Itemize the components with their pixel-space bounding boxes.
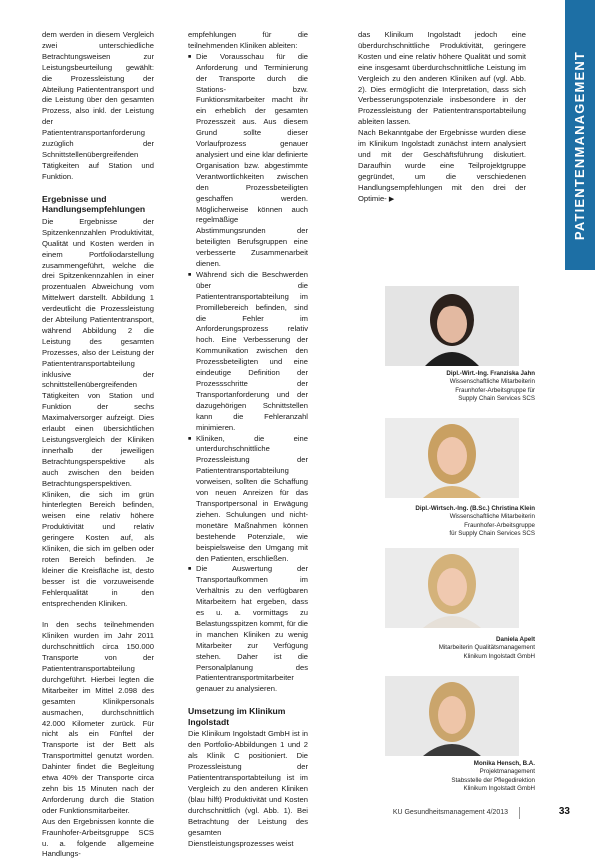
author-caption [365, 370, 535, 404]
portrait-image [385, 676, 519, 756]
section-heading: Ergebnisse und Handlungsempfehlungen [42, 193, 146, 215]
footer-divider [519, 807, 520, 819]
author-photo [385, 676, 519, 756]
paragraph: Die Ergebnisse der Spitzenkennzahlen Produktivität, Qualität und Kosten werden in einem Portfoliodarstellung zusammengeführt, welche die drei Spitzenkennzahlen in einer prozentualen Abweichung vom Mittelwert darstellt. Abbildung 1 verdeutlicht die Prozessleistung der Abteilung Patiententransport, während Abbildung 2 die Leistung des gesamten Prozesses, also der Leistung der Patiententransportabteilung inklusive der schnittstellenübergreifenden Tätigkeiten von Station und Funktion der sechs Maximalversorger aufzeigt. Dies erlaubt einen übersichtlichen Leistungsvergleich der Kliniken innerhalb der jeweiligen Betrachtungsperspektive als auch zwischen den beiden Betrachtungsperspektiven. Kliniken, die sich im grün hinterlegten Bereich befinden, weisen eine relativ höhere Produktivität und relativ geringere Kosten auf, als Kliniken, die sich im gelben oder roten Bereich befinden. Je kleiner die Kreisfläche ist, desto besser ist die vorzuweisende Fehlerqualität in den entsprechenden Kliniken. [42, 216, 154, 608]
portrait-image [385, 548, 519, 628]
author-role: Supply Chain Services SCS [458, 395, 535, 403]
list-item: ■ Während sich die Beschwerden über die Patiententransportabteilung im Promillebereich befinden, sind die Fehler im Anforderungsprozess relativ hoch. Eine Verbesserung der Kommunikation zwischen den Prozessbeteiligten und eine eindeutige Definition der Prozessschritte der Transportanforderung und der dazugehörigen Schnittstellen kann die Fehleranzahl minimieren. [188, 270, 308, 434]
paragraph: In den sechs teilnehmenden Kliniken wurden im Jahr 2011 durchschnittlich circa 150.000 Transporte von der Patiententransportabteilung durchgeführt. Hierbei legten die Mitarbeiter im Mittel 2.098 des gesamten Klinikpersonals ausmachen, durchschnittlich 42.000 Kilometer zurück. Für nicht als ein Fünftel der Transporte ist der Bett als Transportmittel genutzt worden. Dahinter findet die Begleitung etwa 40% der Transporte circa zehn bis 15 Minuten nach der Anforderung durch die Station oder Funktionsmitarbeiter. [42, 620, 154, 815]
portrait-image [385, 286, 519, 366]
paragraph: Die Klinikum Ingolstadt GmbH ist in den Portfolio-Abbildungen 1 und 2 als Klinik C positioniert. Die Prozessleistung der Patiententransportabteilung ist im Vergleich zu den anderen Kliniken (blau hilft) Produktivität und Kosten durchschnittlich (vgl. Abb. 1). Bei Betrachtung der Leistung des gesamten Dienstleistungsprozesses weist [188, 729, 308, 848]
paragraph: das Klinikum Ingolstadt jedoch eine überdurchschnittliche Produktivität, geringere Kosten und eine relativ höhere Qualität und somit eine insgesamt überdurchschnittliche Leistung im Vergleich zu den anderen Kliniken auf (vgl. Abb. 2). Dies ermöglicht die Interpretation, dass sich Verbesserungspotenziale insbesondere in der Prozessleistung der Patiententransportabteilung ableiten lassen. [358, 30, 526, 127]
author-role: Stabsstelle der Pflegedirektion [451, 776, 535, 784]
author-role: Mitarbeiterin Qualitätsmanagement [438, 644, 535, 652]
author-role: Klinikum Ingolstadt GmbH [463, 652, 535, 660]
portrait-image [385, 418, 519, 498]
recommendation-list [188, 52, 308, 695]
author-photo [385, 548, 519, 628]
paragraph-text: Nach Bekanntgabe der Ergebnisse wurden diese im Klinikum Ingolstadt zunächst intern analysiert und mit der Geschäftsführung diskutiert. Daraufhin wurde eine Teilprojektgruppe gegründet, um die verschiedenen Handlungsempfehlungen mit den drei der Optimie- [358, 128, 526, 203]
author-role: Wissenschaftliche Mitarbeiterin [449, 513, 535, 521]
paragraph: Aus den Ergebnissen konnte die Fraunhofer-Arbeitsgruppe SCS u. a. folgende allgemeine Handlungs- [42, 816, 154, 859]
author-role: Fraunhofer-Arbeitsgruppe für [455, 386, 535, 394]
list-item: ■ Die Vorausschau für die Anforderung und Terminierung der Transporte durch die Stations- bzw. Funktionsmitarbeiter macht ihr ein erheblich der gesamten Prozesszeit aus. Aus diesem Grund sollte dieser Vorlaufprozess genauer analysiert und eine klar definierte Organisation bzw. abgestimmte Verantwortlichkeiten zwischen den Prozessbeteiligten geschaffen werden. Möglicherweise können auch regelmäßige Abstimmungsrunden der beteiligten Berufsgruppen eine verbesserte Zusammenarbeit dienen. [188, 52, 308, 270]
page-number: 33 [558, 806, 570, 817]
magazine-name: KU Gesundheitsmanagement 4/2013 [392, 809, 508, 816]
paragraph: empfehlungen für die teilnehmenden Kliniken ableiten: [188, 30, 308, 50]
author-role: Klinikum Ingolstadt GmbH [463, 785, 535, 793]
text-column-2 [188, 30, 308, 849]
author-role: Fraunhofer-Arbeitsgruppe [464, 521, 535, 529]
author-role: für Supply Chain Services SCS [449, 530, 535, 538]
continue-arrow-icon: ▶ [388, 195, 395, 203]
author-name: Dipl.-Wirt.-Ing. Franziska Jahn [446, 370, 535, 377]
author-name: Daniela Apelt [496, 636, 535, 643]
text-column-3 [358, 30, 526, 206]
page-footer [330, 807, 570, 821]
section-heading: Umsetzung im Klinikum Ingolstadt [188, 706, 286, 727]
author-caption [365, 505, 535, 539]
author-role: Wissenschaftliche Mitarbeiterin [449, 378, 535, 386]
author-photo [385, 418, 519, 498]
section-label-text: PATIENTENMANAGEMENT [572, 50, 588, 240]
section-label [566, 40, 594, 250]
author-caption [365, 636, 535, 661]
author-photo [385, 286, 519, 366]
text-column-1 [42, 30, 154, 860]
paragraph [358, 128, 526, 205]
author-caption [365, 760, 535, 794]
paragraph: dem werden in diesem Vergleich zwei unterschiedliche Betrachtungsweisen zur Leistungsbeurteilung gewählt: die Prozessleistung der Abteilung Patiententransport und die Leistung über den gesamten Prozess, also inkl. der Leistung der Patiententransportanforderung zuzüglich der Schnittstellenübergreifenden Tätigkeiten auf Station und Funktion. [42, 30, 154, 181]
author-name: Monika Hensch, B.A. [473, 760, 535, 767]
author-role: Projektmanagement [479, 768, 535, 776]
author-name: Dipl.-Wirtsch.-Ing. (B.Sc.) Christina Klein [415, 505, 535, 512]
list-item: ■ Die Auswertung der Transportaufkommen im Verhältnis zu den verfügbaren Mitarbeitern hat ergeben, dass es u. a. vormittags zu Belastungsspitzen kommt, für die in manchen Kliniken zu wenig Mitarbeiter zur Verfügung stehen. Daher ist die Personalplanung des Patiententransportmitarbeiter genauer zu analysieren. [188, 564, 308, 695]
list-item: ■ Kliniken, die eine unterdurchschnittliche Prozessleistung der Patiententransportabteilung vorweisen, sollten die Schaffung von neuen Anreizen für das Transportpersonal in Erwägung ziehen. Schulungen und nicht-monetäre Maßnahmen können bestehende Potenziale, wie beispielsweise den Umgang mit den Patienten, erschließen. [188, 434, 308, 565]
